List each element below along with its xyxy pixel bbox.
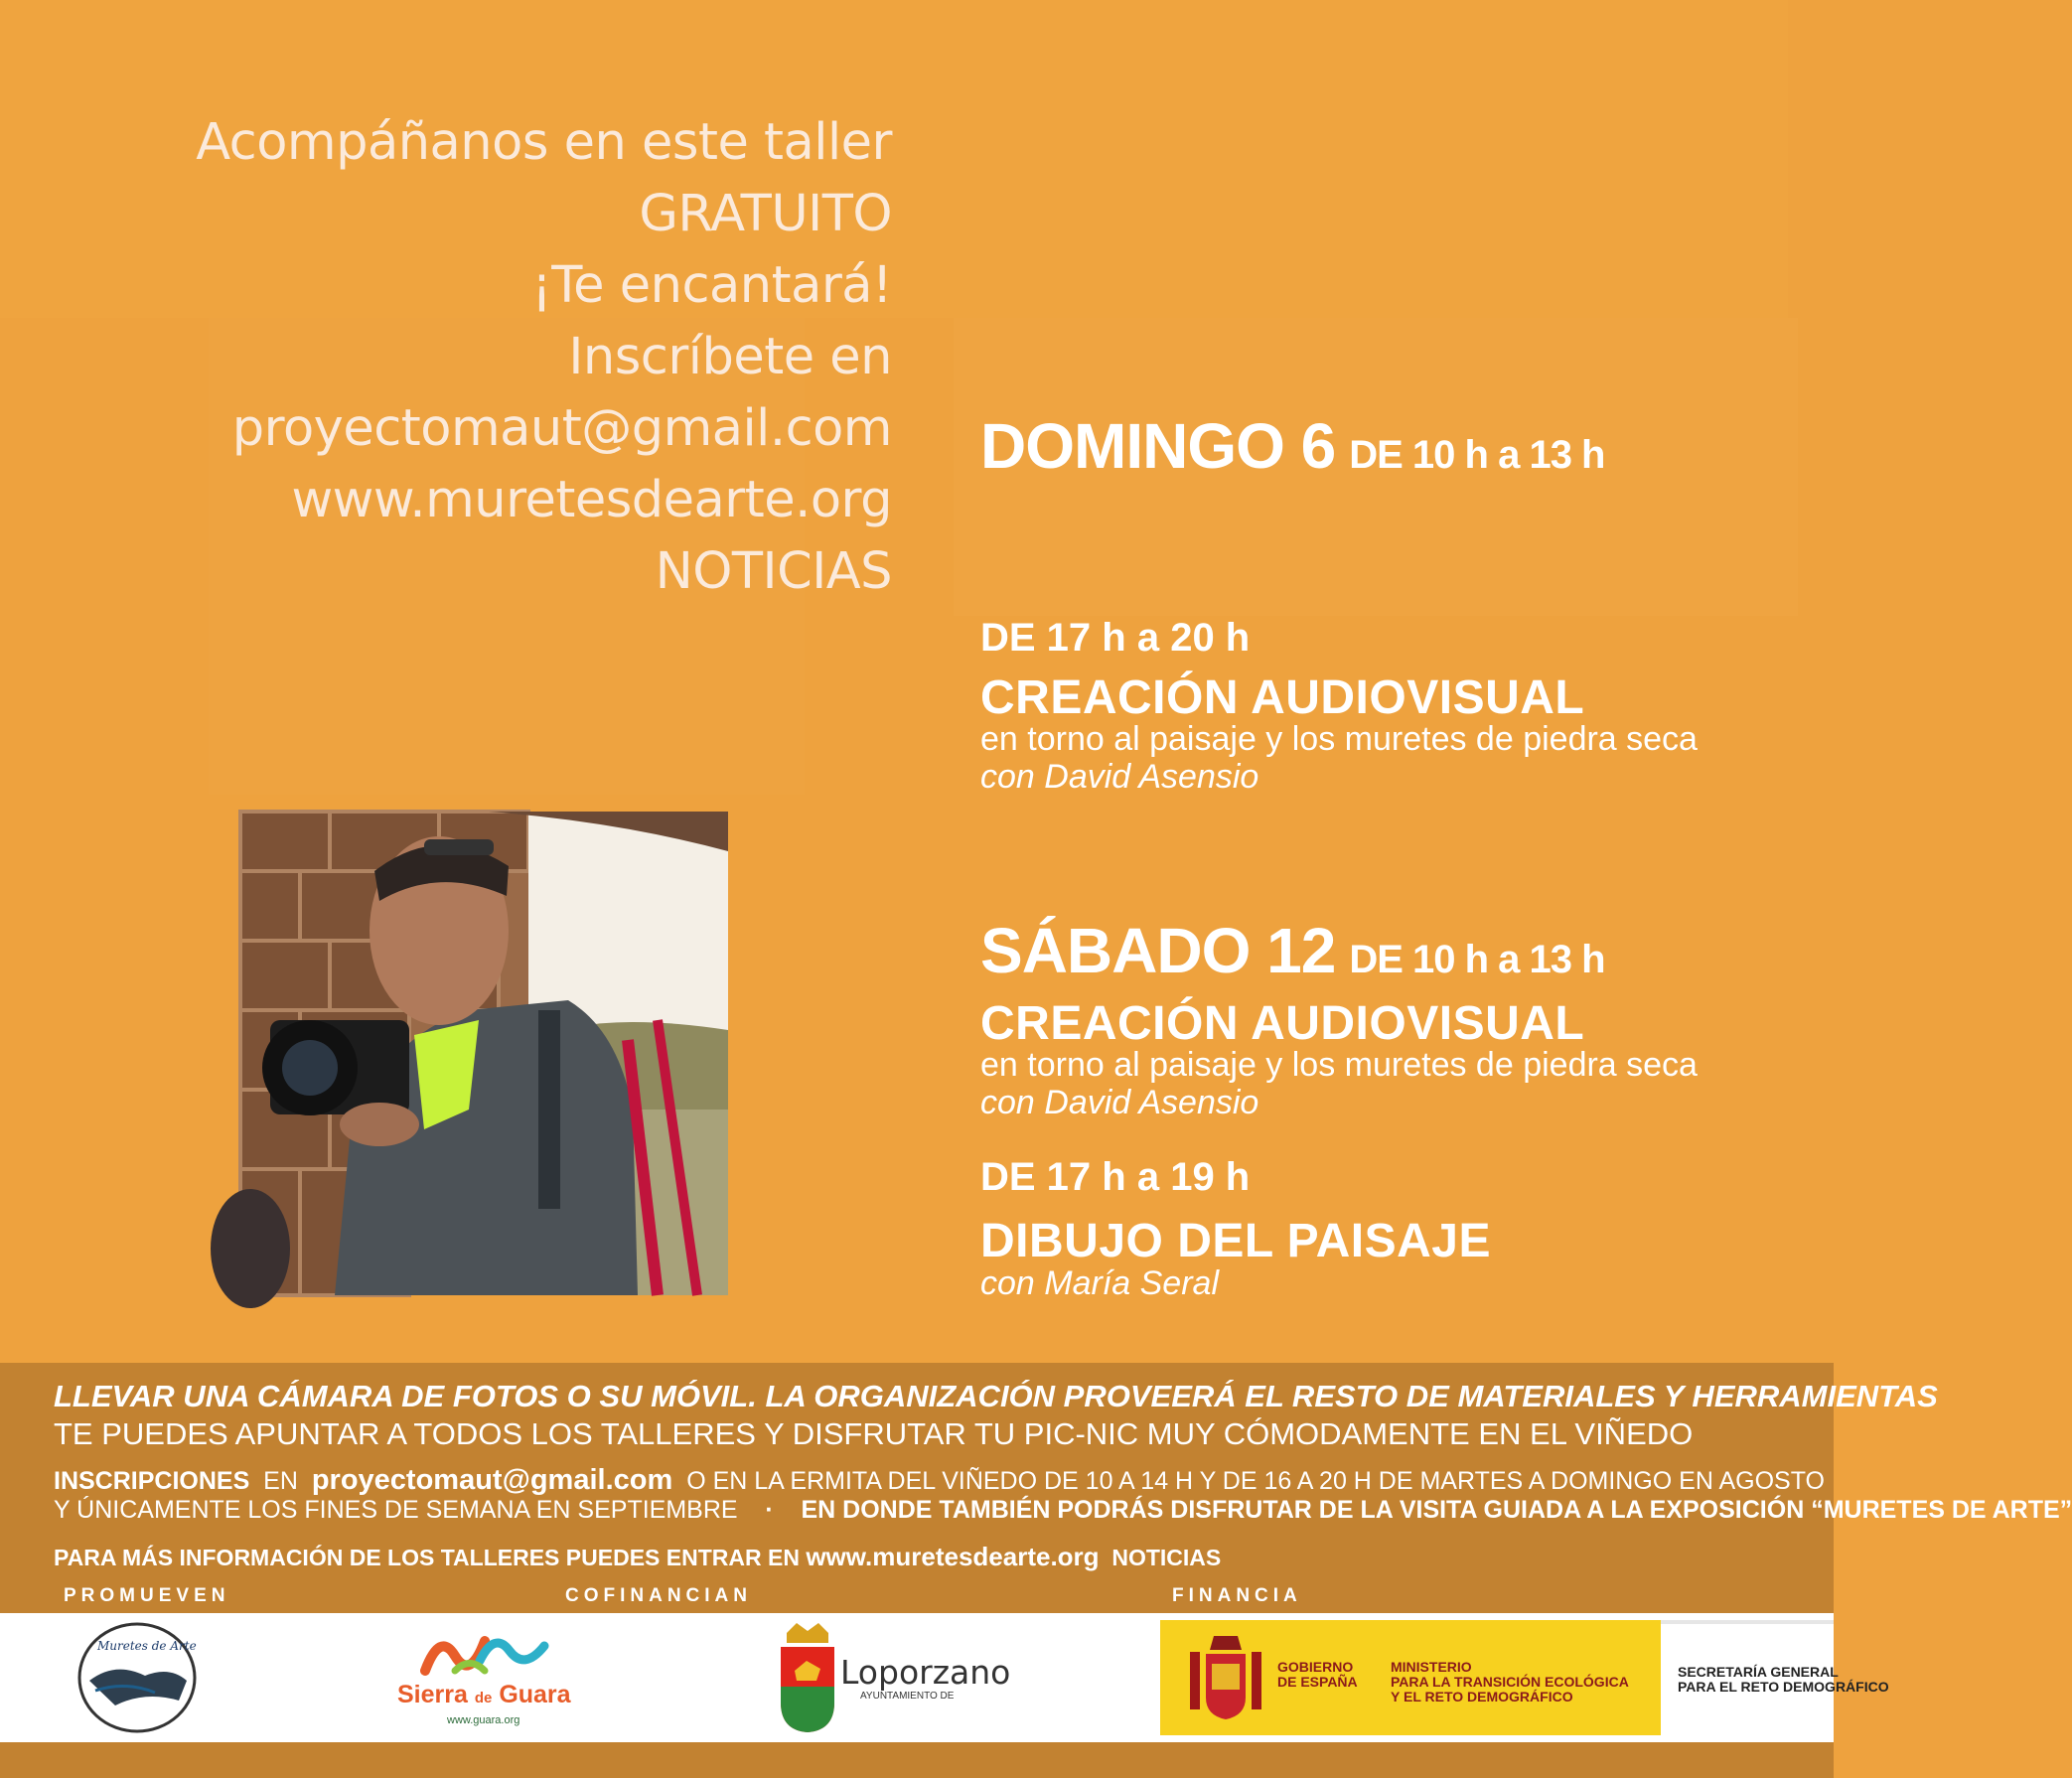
day2-morning-time: DE 10 h a 13 h xyxy=(1349,938,1605,981)
registration-en: EN xyxy=(263,1467,298,1495)
ministerio-line-2: PARA LA TRANSICIÓN ECOLÓGICA xyxy=(1391,1674,1629,1690)
intro-line: Acompáñanos en este taller xyxy=(196,113,892,172)
day1-afternoon-time: DE 17 h a 20 h xyxy=(980,616,1251,660)
workshop2-description: en torno al paisaje y los muretes de piedra seca xyxy=(980,1046,1698,1084)
loporzano-name: Loporzano xyxy=(840,1653,1011,1692)
day1-morning-time: DE 10 h a 13 h xyxy=(1349,433,1605,477)
gov-divider xyxy=(1661,1620,1834,1624)
intro-line: GRATUITO xyxy=(639,185,892,243)
more-info-text: PARA MÁS INFORMACIÓN DE LOS TALLERES PUEDES ENTRAR EN xyxy=(54,1545,800,1570)
intro-text-block xyxy=(60,107,892,608)
guara-name xyxy=(397,1681,571,1709)
gobierno-line-2: DE ESPAÑA xyxy=(1277,1674,1358,1690)
day1-heading xyxy=(980,409,1604,483)
separator-dot: · xyxy=(765,1496,774,1524)
workshop1-description: en torno al paisaje y los muretes de piedra seca xyxy=(980,720,1698,758)
secretaria-text xyxy=(1678,1665,1889,1695)
guara-name-a: Sierra xyxy=(397,1681,468,1708)
weekends-text: Y ÚNICAMENTE LOS FINES DE SEMANA EN SEPTIEMBRE xyxy=(54,1496,738,1524)
workshop2-instructor: con David Asensio xyxy=(980,1084,1259,1121)
secretaria-line-1: SECRETARÍA GENERAL xyxy=(1678,1664,1839,1680)
workshop2-title: CREACIÓN AUDIOVISUAL xyxy=(980,997,1585,1050)
day2-heading xyxy=(980,914,1605,987)
photographer-illustration xyxy=(240,812,728,1295)
more-info-website: www.muretesdearte.org xyxy=(806,1542,1100,1571)
gobierno-text xyxy=(1277,1660,1358,1690)
registration-details: O EN LA ERMITA DEL VIÑEDO DE 10 A 14 H Y DE 16 A 20 H DE MARTES A DOMINGO EN AGOSTO xyxy=(686,1467,1825,1495)
loporzano-crest-icon xyxy=(777,1623,838,1734)
ministerio-line-3: Y EL RETO DEMOGRÁFICO xyxy=(1391,1689,1573,1704)
registration-line xyxy=(54,1464,1825,1497)
guara-name-b: de xyxy=(474,1690,493,1706)
loporzano-subtitle: AYUNTAMIENTO DE xyxy=(860,1691,955,1702)
gobierno-line-1: GOBIERNO xyxy=(1277,1659,1354,1675)
muretes-logo-text: Muretes de Arte xyxy=(97,1639,197,1653)
guara-name-c: Guara xyxy=(499,1681,571,1708)
gobierno-espana-logo xyxy=(1160,1620,1661,1735)
photographer-photo xyxy=(240,812,728,1295)
registration-line-2 xyxy=(54,1496,2072,1525)
workshop1-instructor: con David Asensio xyxy=(980,758,1259,796)
promueven-label: PROMUEVEN xyxy=(64,1585,230,1606)
exhibition-text: EN DONDE TAMBIÉN PODRÁS DISFRUTAR DE LA VISITA GUIADA A LA EXPOSICIÓN “MURETES DE ARTE” xyxy=(801,1496,2072,1524)
intro-line: NOTICIAS xyxy=(655,542,892,601)
cofinancian-label: COFINANCIAN xyxy=(565,1585,752,1606)
intro-email: proyectomaut@gmail.com xyxy=(231,399,892,458)
ministerio-line-1: MINISTERIO xyxy=(1391,1659,1472,1675)
intro-line: Inscríbete en xyxy=(568,328,892,386)
day1-title: DOMINGO 6 xyxy=(980,410,1336,482)
intro-website: www.muretesdearte.org xyxy=(291,471,892,529)
more-info-news: NOTICIAS xyxy=(1111,1545,1222,1570)
workshop1-title: CREACIÓN AUDIOVISUAL xyxy=(980,671,1585,724)
materials-notice: LLEVAR UNA CÁMARA DE FOTOS O SU MÓVIL. LA ORGANIZACIÓN PROVEERÁ EL RESTO DE MATERIALES Y HERRAMIENTAS xyxy=(54,1379,1938,1413)
registration-email: proyectomaut@gmail.com xyxy=(311,1464,673,1496)
picnic-notice: TE PUEDES APUNTAR A TODOS LOS TALLERES Y DISFRUTAR TU PIC-NIC MUY CÓMODAMENTE EN EL VIÑEDO xyxy=(54,1416,1694,1451)
day2-title: SÁBADO 12 xyxy=(980,915,1336,986)
loporzano-logo xyxy=(777,1623,1015,1734)
muretes-de-arte-logo xyxy=(75,1621,199,1734)
workshop3-title: DIBUJO DEL PAISAJE xyxy=(980,1215,1492,1267)
ministerio-text xyxy=(1391,1660,1629,1704)
financia-label: FINANCIA xyxy=(1172,1585,1302,1606)
more-info-line xyxy=(54,1542,1221,1572)
workshop3-instructor: con María Seral xyxy=(980,1264,1219,1302)
intro-line: ¡Te encantará! xyxy=(531,256,892,315)
spain-coat-of-arms-icon xyxy=(1176,1630,1275,1729)
registration-label: INSCRIPCIONES xyxy=(54,1467,250,1495)
secretaria-line-2: PARA EL RETO DEMOGRÁFICO xyxy=(1678,1679,1889,1695)
sierra-de-guara-logo xyxy=(385,1621,584,1736)
guara-mountain-icon xyxy=(385,1621,584,1681)
guara-url: www.guara.org xyxy=(447,1714,520,1726)
day2-afternoon-time: DE 17 h a 19 h xyxy=(980,1155,1251,1199)
